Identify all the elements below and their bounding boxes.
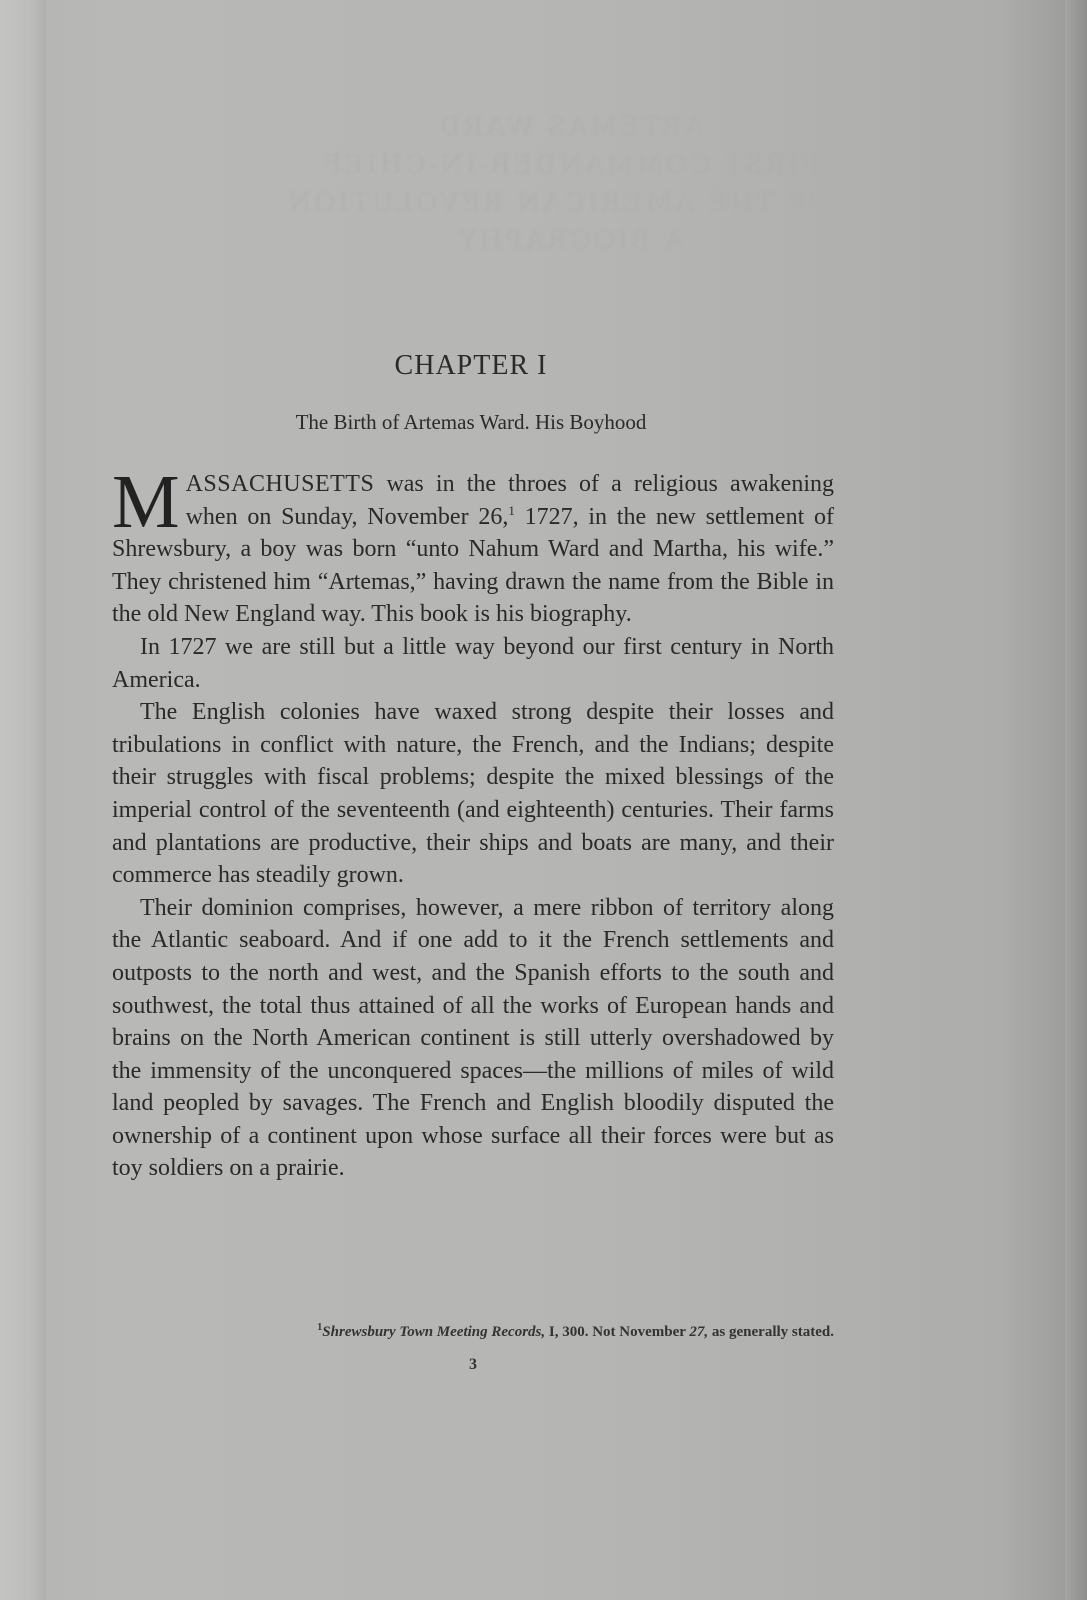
footnote-mark: 1 [317,1322,323,1333]
footnote-tail: as generally stated. [708,1324,834,1340]
footnote-text: I, 300. Not November [545,1324,690,1340]
show-through-line: ARTEMAS WARD [436,112,704,142]
chapter-subtitle: The Birth of Artemas Ward. His Boyhood [295,410,647,434]
page-gutter [0,0,46,1600]
show-through-text [285,108,830,338]
footnote-source: Shrewsbury Town Meeting Records, [322,1324,546,1340]
page-edge-shadow [1065,0,1087,1600]
paragraph-1-text-b: 1727, in the new settlement of Shrewsbury, a boy was born “unto Nahum Ward and Martha, his wife.” They christened him “Artemas,” having drawn the name from the Bible in the old New England way. This book is his biography. [112,503,834,628]
chapter-body [112,460,834,1185]
show-through-line: A BIOGRAPHY [456,226,684,256]
paragraph-4: Their dominion comprises, however, a mere ribbon of territory along the Atlantic seaboard. And if one add to it the French settlements and outposts to the north and west, and the Spanish efforts to the south and southwest, the total thus attained of all the works of European hands and brains on the North American continent is still utterly overshadowed by the immensity of the unconquered spaces—the millions of miles of wild land peopled by savages. The French and English bloodily disputed the ownership of a continent upon whose surface all their forces were but as toy soldiers on a prairie. [112,894,834,1182]
footnote-date: 27, [689,1324,709,1340]
paragraph-3: The English colonies have waxed strong despite their losses and tribulations in conflict with nature, the French, and the Indians; despite their struggles with fiscal problems; despite the mixed blessings of the imperial control of the seventeenth (and eighteenth) centuries. Their farms and plantations are productive, their ships and boats are many, and their commerce has steadily grown. [112,699,834,889]
opening-caps: ASSACHUSETTS [185,471,375,497]
page-number: 3 [469,1356,477,1373]
chapter-heading: CHAPTER I [394,350,548,381]
show-through-line: OF THE AMERICAN REVOLUTION [285,188,830,218]
paragraph-2: In 1727 we are still but a little way beyond our first century in North America. [112,633,834,693]
footnote [112,1324,834,1341]
show-through-line: FIRST COMMANDER-IN-CHIEF [320,150,820,180]
paragraph-1 [112,460,834,631]
paragraph-1-text-a: was in the throes of a religious awakening when on Sunday, November 26, [185,471,834,530]
footnote-marker[interactable]: 1 [508,502,515,518]
drop-cap: M [112,460,180,544]
